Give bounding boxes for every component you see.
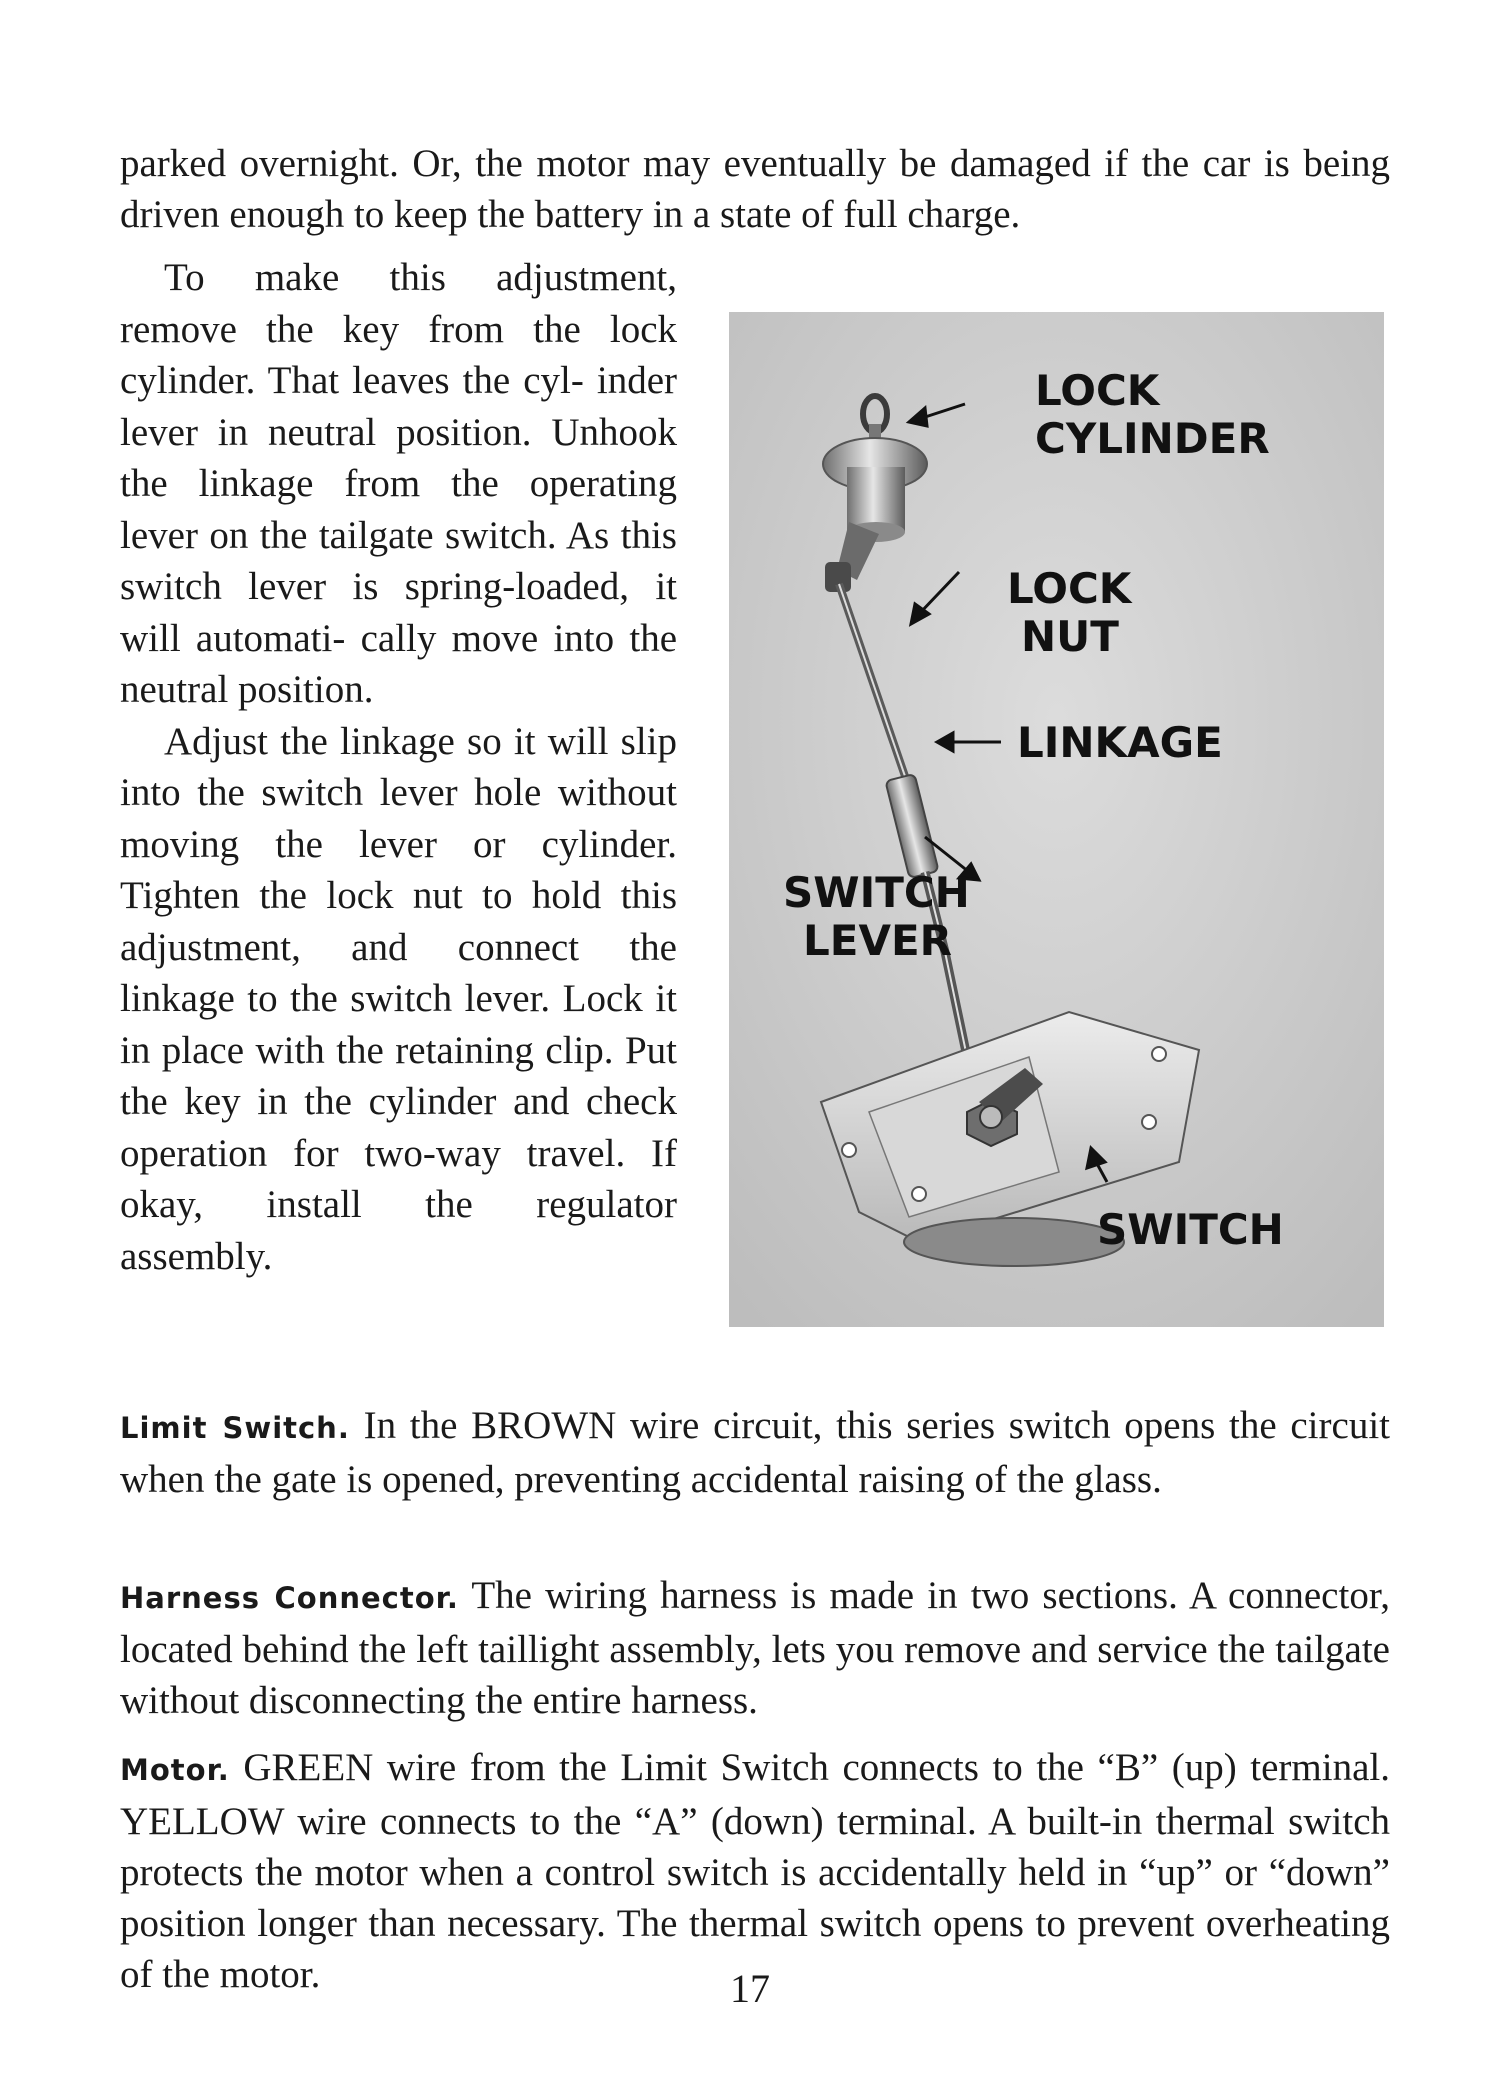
lock-nut-label-line1: LOCK [1007, 564, 1132, 613]
harness-connector-text: The wiring harness is made in two sections. A connector, located behind the left taillight assembly, lets you remove and service the tailgate without disconnecting the entire harness. [120, 1574, 1391, 1722]
limit-switch-paragraph [120, 1400, 1390, 1505]
figure-photo [729, 312, 1384, 1327]
left-column-text [120, 252, 677, 1282]
lock-cylinder-figure [729, 312, 1384, 1327]
switch-lever-label-line1: SWITCH [783, 868, 970, 917]
motor-text: GREEN wire from the Limit Switch connects to the “B” (up) terminal. YELLOW wire connects to the “A” (down) terminal. A built-in thermal switch protects the motor when a control switch is accidentally held in “up” or “down” position longer than necessary. The thermal switch opens to prevent overheating of the motor. [120, 1746, 1390, 1996]
lock-cylinder-label-line1: LOCK [1035, 366, 1160, 415]
switch-lever-label-line2: LEVER [803, 916, 952, 965]
switch-label: SWITCH [1097, 1205, 1284, 1254]
harness-connector-heading: Harness Connector. [120, 1581, 459, 1615]
limit-switch-text: In the BROWN wire circuit, this series switch opens the circuit when the gate is opened, preventing accidental raising of the glass. [120, 1404, 1390, 1501]
linkage-label: LINKAGE [1017, 718, 1223, 767]
limit-switch-heading: Limit Switch. [120, 1411, 350, 1445]
intro-paragraph: parked overnight. Or, the motor may eventually be damaged if the car is being driven enough to keep the battery in a state of full charge. [120, 142, 1390, 236]
lock-cylinder-label-line2: CYLINDER [1035, 414, 1270, 463]
adjustment-paragraph: To make this adjustment, remove the key from the lock cylinder. That leaves the cyl- inder lever in neutral position. Unhook the linkage from the operating lever on the tailgate switch. As this switch lever is spring-loaded, it will automati- cally move into the neutral position. [120, 256, 677, 711]
harness-connector-paragraph [120, 1570, 1390, 1726]
linkage-paragraph: Adjust the linkage so it will slip into the switch lever hole without moving the lever or cylinder. Tighten the lock nut to hold this adjustment, and connect the linkage to the switch lever. Lock it in place with the retaining clip. Put the key in the cylinder and check operation for two-way travel. If okay, install the regulator assembly. [120, 719, 677, 1278]
motor-paragraph [120, 1742, 1390, 2000]
motor-heading: Motor. [120, 1753, 230, 1787]
lock-nut-label-line2: NUT [1021, 612, 1119, 661]
page-number: 17 [730, 1966, 770, 2011]
